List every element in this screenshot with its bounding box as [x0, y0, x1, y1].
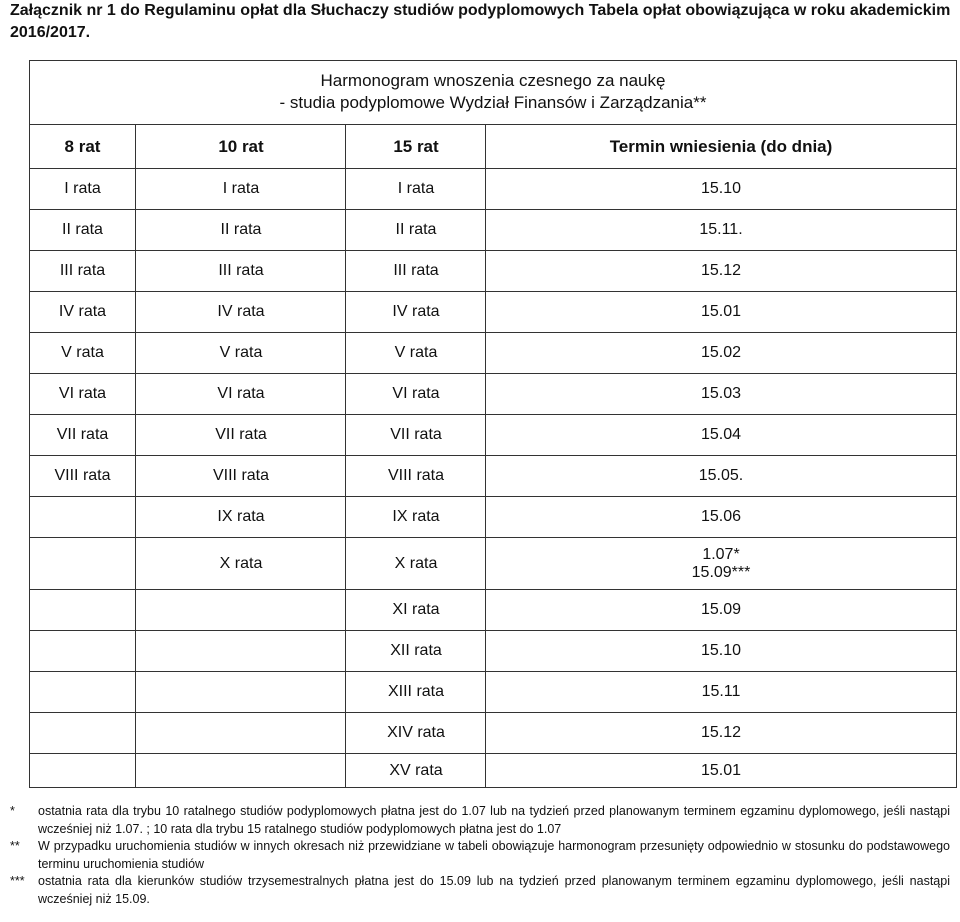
footnote: [10, 873, 950, 908]
cell-10-installments: IX rata: [135, 497, 346, 537]
cell-8-installments: VII rata: [56, 426, 109, 443]
table-row: [30, 292, 956, 333]
cell-8-installments: IV rata: [58, 303, 107, 320]
table-row: [30, 415, 956, 456]
footnotes: [10, 803, 950, 908]
document-header: Załącznik nr 1 do Regulaminu opłat dla Słuchaczy studiów podyplomowych Tabela opłat obowiązująca w roku akademickim 2016/2017.: [10, 2, 951, 41]
cell-10-installments: III rata: [135, 251, 346, 291]
table-row: [30, 713, 956, 754]
column-header-15-installments: 15 rat: [345, 125, 486, 168]
cell-due-date: 15.12: [485, 251, 956, 291]
table-row: [30, 754, 956, 787]
table-title: [30, 61, 956, 125]
cell-15-installments: X rata: [345, 538, 486, 589]
cell-due-date: 15.12: [485, 713, 956, 753]
footnote-mark: **: [10, 839, 20, 853]
cell-due-date: 15.05.: [485, 456, 956, 496]
cell-10-installments: VII rata: [135, 415, 346, 455]
cell-10-installments: [135, 754, 346, 787]
cell-8-installments: [30, 672, 135, 712]
column-header-due-date: Termin wniesienia (do dnia): [485, 125, 956, 168]
cell-8-installments: III rata: [59, 262, 106, 279]
cell-8-installments: VIII rata: [54, 467, 111, 484]
footnote: [10, 838, 950, 873]
cell-10-installments: V rata: [135, 333, 346, 373]
cell-10-installments: X rata: [135, 538, 346, 589]
table-row: [30, 590, 956, 631]
table-row: [30, 538, 956, 590]
cell-15-installments: III rata: [345, 251, 486, 291]
table-row: [30, 456, 956, 497]
cell-10-installments: IV rata: [135, 292, 346, 332]
footnote-text: ostatnia rata dla trybu 10 ratalnego studiów podyplomowych płatna jest do 1.07 lub na tydzień przed planowanym terminem egzaminu dyplomowego, jeśli nastąpi wcześniej niż 1.07. ; 10 rata dla trybu 15 ratalnego studiów podyplomowych płatna jest do 1.07: [38, 804, 950, 836]
column-header-8-installments: 8 rat: [64, 136, 101, 156]
cell-10-installments: [135, 631, 346, 671]
cell-8-installments: [30, 713, 135, 753]
cell-8-installments: [30, 754, 135, 787]
cell-due-date: 15.10: [485, 169, 956, 209]
cell-10-installments: [135, 713, 346, 753]
cell-due-date: 15.03: [485, 374, 956, 414]
cell-due-date: 15.02: [485, 333, 956, 373]
table-row: [30, 374, 956, 415]
cell-8-installments: VI rata: [58, 385, 107, 402]
due-date-line1: 1.07*: [702, 545, 740, 563]
table-title-line1: Harmonogram wnoszenia czesnego za naukę: [320, 71, 666, 90]
footnote-text: W przypadku uruchomienia studiów w innych okresach niż przewidziane w tabeli obowiązuje harmonogram przesunięty odpowiednio w stosunku do podstawowego terminu uruchomienia studiów: [38, 839, 950, 871]
cell-due-date: 15.01: [485, 754, 956, 787]
cell-due-date: 15.01: [485, 292, 956, 332]
cell-15-installments: I rata: [345, 169, 486, 209]
cell-8-installments: V rata: [61, 344, 104, 361]
cell-15-installments: VI rata: [345, 374, 486, 414]
column-header-10-installments: 10 rat: [135, 125, 346, 168]
footnote: [10, 803, 950, 838]
cell-10-installments: I rata: [135, 169, 346, 209]
cell-15-installments: VIII rata: [345, 456, 486, 496]
cell-10-installments: VIII rata: [135, 456, 346, 496]
cell-10-installments: [135, 672, 346, 712]
footnote-mark: ***: [10, 874, 25, 888]
cell-due-date: 15.10: [485, 631, 956, 671]
table-row: [30, 631, 956, 672]
cell-10-installments: II rata: [135, 210, 346, 250]
cell-15-installments: II rata: [345, 210, 486, 250]
cell-8-installments: [30, 590, 135, 630]
cell-15-installments: XI rata: [345, 590, 486, 630]
cell-10-installments: VI rata: [135, 374, 346, 414]
cell-15-installments: XV rata: [345, 754, 486, 787]
table-title-line2: - studia podyplomowe Wydział Finansów i Zarządzania**: [279, 93, 707, 112]
footnote-text: ostatnia rata dla kierunków studiów trzysemestralnych płatna jest do 15.09 lub na tydzień przed planowanym terminem egzaminu dyplomowego, jeśli nastąpi wcześniej niż 15.09.: [38, 874, 950, 906]
cell-15-installments: V rata: [345, 333, 486, 373]
footnote-mark: *: [10, 804, 15, 818]
cell-15-installments: IV rata: [345, 292, 486, 332]
cell-due-date: 15.11: [485, 672, 956, 712]
payment-schedule-table: [29, 60, 957, 788]
table-row: [30, 210, 956, 251]
cell-due-date: [485, 538, 956, 589]
cell-due-date: 15.09: [485, 590, 956, 630]
due-date-line2: 15.09***: [691, 563, 751, 581]
cell-8-installments: [30, 631, 135, 671]
table-row: [30, 251, 956, 292]
cell-15-installments: XIV rata: [345, 713, 486, 753]
cell-15-installments: VII rata: [345, 415, 486, 455]
cell-8-installments: II rata: [62, 221, 103, 238]
cell-due-date: 15.11.: [485, 210, 956, 250]
cell-15-installments: XII rata: [345, 631, 486, 671]
cell-10-installments: [135, 590, 346, 630]
table-row: [30, 672, 956, 713]
table-header-row: [30, 125, 956, 169]
table-row: [30, 169, 956, 210]
table-row: [30, 333, 956, 374]
cell-due-date: 15.06: [485, 497, 956, 537]
cell-8-installments: [30, 538, 135, 589]
cell-15-installments: IX rata: [345, 497, 486, 537]
cell-8-installments: I rata: [64, 180, 101, 197]
cell-8-installments: [30, 497, 135, 537]
table-row: [30, 497, 956, 538]
cell-due-date: 15.04: [485, 415, 956, 455]
cell-15-installments: XIII rata: [345, 672, 486, 712]
